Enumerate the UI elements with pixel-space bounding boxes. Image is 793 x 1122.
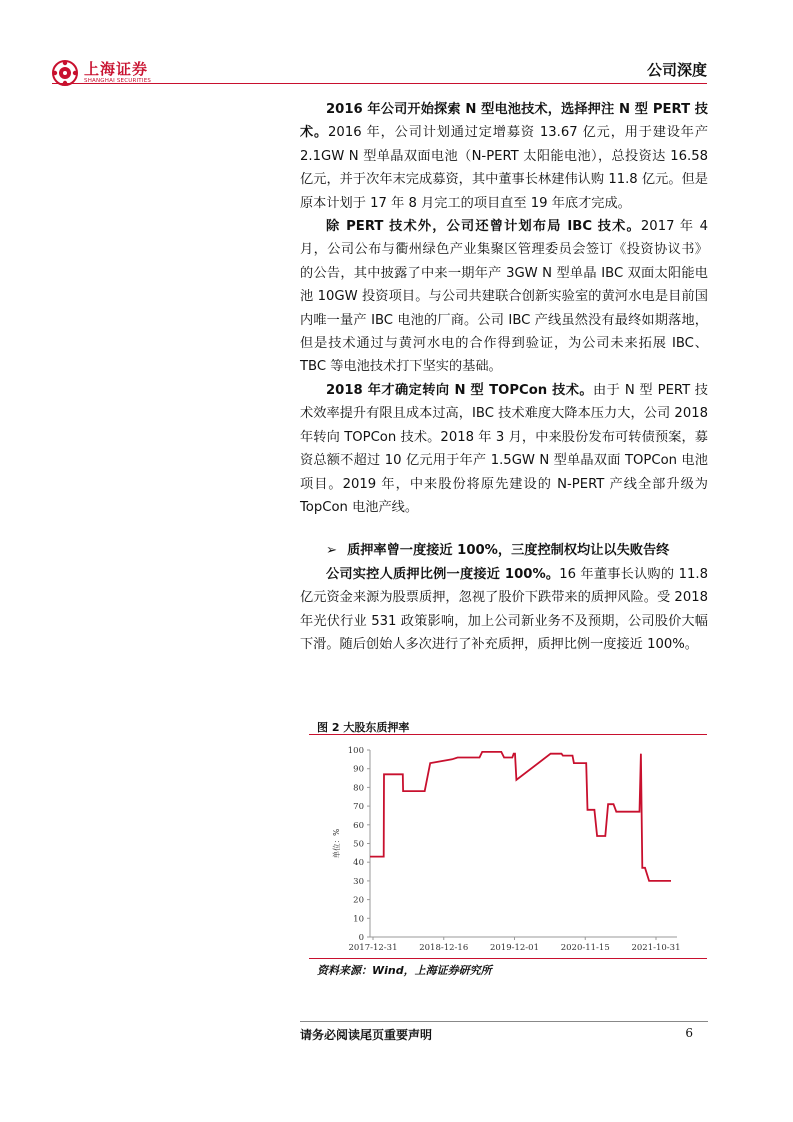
paragraph-ibc xyxy=(300,215,708,379)
x-tick-label: 2019-12-01 xyxy=(489,943,540,953)
x-tick-label: 2021-10-31 xyxy=(631,943,681,953)
series-line-pledge-ratio xyxy=(370,752,671,881)
figure-caption: 图 2 大股东质押率 xyxy=(317,721,410,734)
paragraph-topcon xyxy=(300,379,708,519)
y-tick-label: 100 xyxy=(347,746,364,756)
x-tick-label: 2018-12-16 xyxy=(419,943,469,953)
figure-source: 资料来源：Wind，上海证券研究所 xyxy=(317,964,492,977)
figure-bottom-rule xyxy=(309,958,707,959)
paragraph-text: 16 年董事长认购的 11.8 亿元资金来源为股票质押，忽视了股价下跌带来的质押风险。受 2018 年光伏行业 531 政策影响，加上公司新业务不及预期，公司股价大幅下滑。随后创始人多次进行了补充质押，质押比例一度接近 100%。 xyxy=(300,566,708,652)
y-tick-label: 40 xyxy=(353,858,364,869)
arrow-bullet-icon: ➢ xyxy=(326,543,338,559)
y-tick-label: 50 xyxy=(353,839,364,850)
y-tick-label: 10 xyxy=(353,914,364,925)
paragraph-text: 2016 年，公司计划通过定增募资 13.67 亿元，用于建设年产 2.1GW N 型单晶双面电池（N-PERT 太阳能电池），总投资达 16.58亿元，并于次年末完成募资，其中董事长林建伟认购 11.8 亿元。但是原本计划于 17 年 8 月完工的项目直至 19 年底才完成。 xyxy=(300,125,709,211)
page-number: 6 xyxy=(685,1026,693,1040)
y-tick-label: 70 xyxy=(353,802,364,813)
y-axis-label: 单位：% xyxy=(332,828,341,859)
y-tick-label: 30 xyxy=(353,876,364,887)
y-tick-label: 20 xyxy=(353,895,364,906)
paragraph-lead: 2018 年才确定转向 N 型 TOPCon 技术。 xyxy=(326,382,594,398)
paragraph-pledge xyxy=(300,563,708,657)
section-heading xyxy=(300,539,708,562)
pledge-ratio-chart xyxy=(309,735,707,957)
y-tick-label: 80 xyxy=(353,783,364,794)
paragraph-lead: 除 PERT 技术外，公司还曾计划布局 IBC 技术。 xyxy=(326,219,641,235)
logo-name-en: SHANGHAI SECURITIES xyxy=(84,77,152,84)
header-divider xyxy=(52,83,707,84)
report-type-title: 公司深度 xyxy=(646,61,707,79)
disclaimer-notice: 请务必阅读尾页重要声明 xyxy=(300,1028,433,1042)
section-heading-text: 质押率曾一度接近 100%，三度控制权均让以失败告终 xyxy=(347,543,670,559)
paragraph-text: 由于 N 型 PERT 技术效率提升有限且成本过高，IBC 技术难度大降本压力大，公司 2018 年转向 TOPCon 技术。2018 年 3 月，中来股份发布可转债预案，募资总额不超过 10 亿元用于年产 1.5GW N 型单晶双面 TOPCon 电池项目。2019 年，中来股份将原先建设的 N-PERT 产线全部升级为 TopCon 电池产线。 xyxy=(300,382,708,515)
x-tick-label: 2020-11-15 xyxy=(560,943,610,953)
y-tick-label: 0 xyxy=(358,933,364,943)
logo-name-cn: 上海证券 xyxy=(84,59,149,78)
paragraph-lead: 2016 年公司开始探索 N 型电池技术，选择押注 N 型 PERT 技术。 xyxy=(300,102,708,141)
y-tick-label: 60 xyxy=(353,820,364,831)
report-body xyxy=(300,98,708,656)
paragraph-lead: 公司实控人质押比例一度接近 100%。 xyxy=(326,566,560,582)
y-tick-label: 90 xyxy=(353,764,364,775)
paragraph-pert xyxy=(300,98,708,215)
x-tick-label: 2017-12-31 xyxy=(348,943,398,953)
paragraph-text: 2017 年 4 月，公司公布与衢州绿色产业集聚区管理委员会签订《投资协议书》的公告，其中披露了中来一期年产 3GW N 型单晶 IBC 双面太阳能电池 10GW 投资项目。与公司共建联合创新实验室的黄河水电是目前国内唯一量产 IBC 电池的厂商。公司 IBC 产线虽然没有最终如期落地，但是技术通过与黄河水电的合作得到验证，为公司未来拓展 IBC、TBC 等电池技术打下坚实的基础。 xyxy=(300,219,708,375)
footer-divider xyxy=(300,1021,708,1022)
